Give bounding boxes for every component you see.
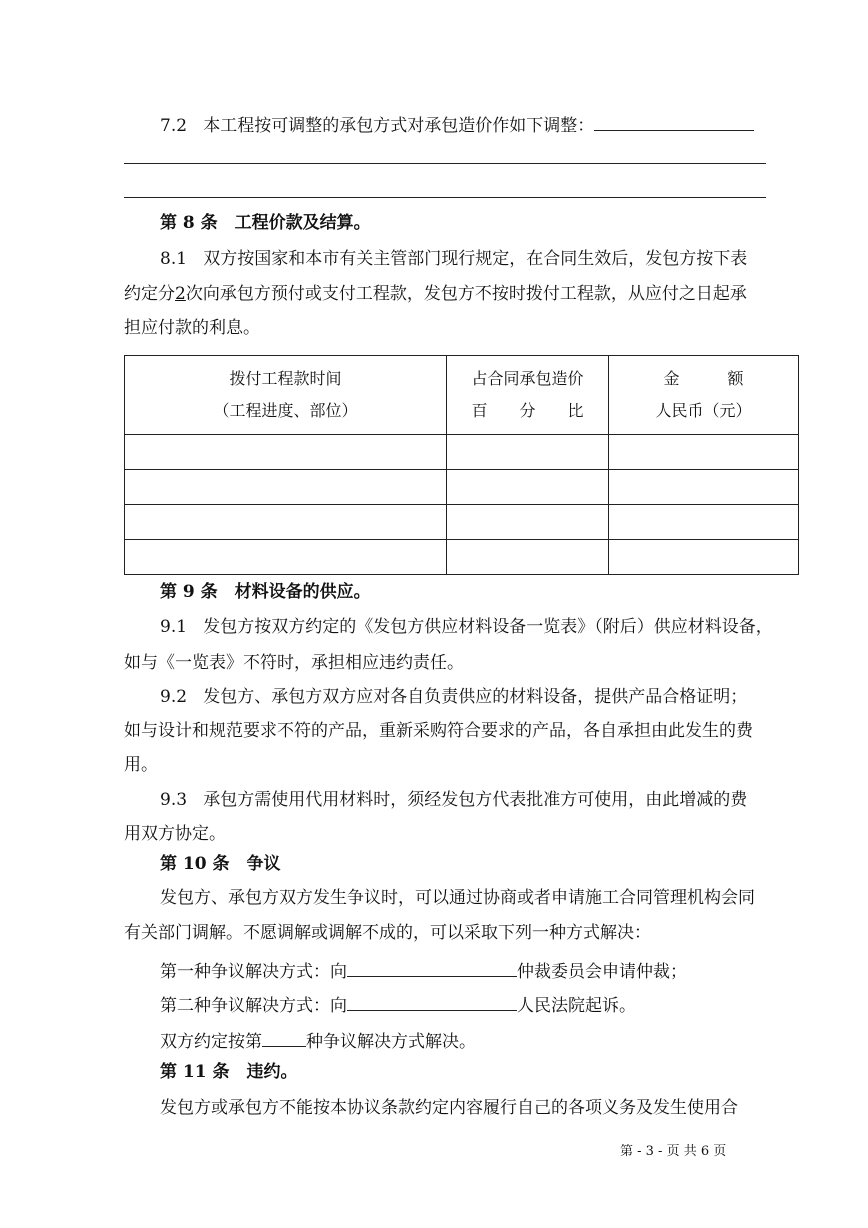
article-8-title: 第 8 条 工程价款及结算。: [160, 213, 371, 233]
clause-9-1-line: [160, 617, 773, 637]
table-cell[interactable]: [609, 435, 799, 470]
clause-text: 双方约定按第: [160, 1032, 262, 1052]
clause-9-3-line: [160, 790, 747, 810]
clause-9-1-line: 如与《一览表》不符时，承担相应违约责任。: [124, 653, 464, 673]
table-cell[interactable]: [125, 435, 447, 470]
table-cell[interactable]: [447, 540, 609, 575]
clause-text: 人民法院起诉。: [517, 996, 636, 1016]
article-9-title: 第 9 条 材料设备的供应。: [160, 582, 371, 602]
fill-line[interactable]: [124, 163, 766, 164]
table-cell[interactable]: [125, 540, 447, 575]
table-cell[interactable]: [447, 435, 609, 470]
table-cell[interactable]: [447, 505, 609, 540]
header-label: 拨付工程款时间: [229, 369, 342, 388]
header-label: 百 分 比: [471, 401, 584, 420]
article-11-title: 第 11 条 违约。: [160, 1062, 298, 1082]
payment-schedule-table: [124, 355, 799, 575]
clause-text: 第一种争议解决方式：向: [160, 962, 347, 982]
table-header-row: [125, 356, 799, 435]
article-10-line: 发包方、承包方双方发生争议时，可以通过协商或者申请施工合同管理机构会同: [160, 888, 755, 908]
fill-line[interactable]: [124, 197, 766, 198]
clause-8-1-line: 担应付款的利息。: [124, 318, 260, 338]
table-row: [125, 540, 799, 575]
clause-8-1-line: [124, 284, 747, 304]
table-cell[interactable]: [609, 505, 799, 540]
table-row: [125, 470, 799, 505]
clause-text: 双方按国家和本市有关主管部门现行规定，在合同生效后，发包方按下表: [203, 249, 748, 269]
clause-text: 发包方、承包方双方应对各自负责供应的材料设备，提供产品合格证明；: [203, 687, 748, 707]
table-row: [125, 505, 799, 540]
header-label: 人民币（元）: [655, 401, 752, 420]
clause-9-2-line: 用。: [124, 755, 158, 775]
clause-number: 8.1: [160, 249, 188, 269]
clause-text: 发包方按双方约定的《发包方供应材料设备一览表》（附后）供应材料设备，: [203, 617, 773, 637]
clause-text: 仲裁委员会申请仲裁；: [517, 962, 687, 982]
table-row: [125, 435, 799, 470]
header-cell-time: [125, 356, 447, 435]
clause-7-2: [160, 113, 754, 136]
article-11-line: 发包方或承包方不能按本协议条款约定内容履行自己的各项义务及发生使用合: [160, 1098, 738, 1118]
clause-text: 本工程按可调整的承包方式对承包造价作如下调整：: [203, 116, 595, 136]
header-label: 金 额: [663, 369, 744, 388]
clause-9-2-line: 如与设计和规范要求不符的产品，重新采购符合要求的产品，各自承担由此发生的费: [124, 721, 753, 741]
table-cell[interactable]: [609, 540, 799, 575]
dispute-option-2: [160, 993, 636, 1016]
clause-text: 次向承包方预付或支付工程款，发包方不按时拨付工程款，从应付之日起承: [185, 284, 747, 304]
fill-blank[interactable]: [594, 113, 754, 131]
clause-text: 第二种争议解决方式：向: [160, 996, 347, 1016]
article-10-title: 第 10 条 争议: [160, 854, 281, 874]
header-cell-percent: [447, 356, 609, 435]
clause-number: 9.3: [160, 790, 188, 810]
clause-number: 9.2: [160, 687, 188, 707]
header-cell-amount: [609, 356, 799, 435]
clause-9-3-line: 用双方协定。: [124, 824, 226, 844]
table-cell[interactable]: [447, 470, 609, 505]
clause-text: 种争议解决方式解决。: [306, 1032, 476, 1052]
dispute-choice-line: [160, 1029, 476, 1052]
fill-blank[interactable]: [262, 1029, 306, 1047]
clause-text: 承包方需使用代用材料时，须经发包方代表批准方可使用，由此增减的费: [203, 790, 748, 810]
fill-blank[interactable]: [347, 993, 517, 1011]
clause-8-1-line: [160, 249, 747, 269]
clause-text: 约定分: [124, 284, 175, 304]
clause-number: 9.1: [160, 617, 188, 637]
table-cell[interactable]: [125, 505, 447, 540]
clause-9-2-line: [160, 687, 747, 707]
table-cell[interactable]: [125, 470, 447, 505]
header-label: （工程进度、部位）: [213, 401, 358, 420]
article-10-line: 有关部门调解。不愿调解或调解不成的，可以采取下列一种方式解决：: [124, 923, 651, 943]
page-number: 第 - 3 - 页 共 6 页: [620, 1144, 727, 1159]
fill-blank[interactable]: [347, 959, 517, 977]
dispute-option-1: [160, 959, 687, 982]
payment-count: 2: [175, 284, 186, 304]
clause-number: 7.2: [160, 116, 188, 136]
table-cell[interactable]: [609, 470, 799, 505]
header-label: 占合同承包造价: [471, 369, 584, 388]
